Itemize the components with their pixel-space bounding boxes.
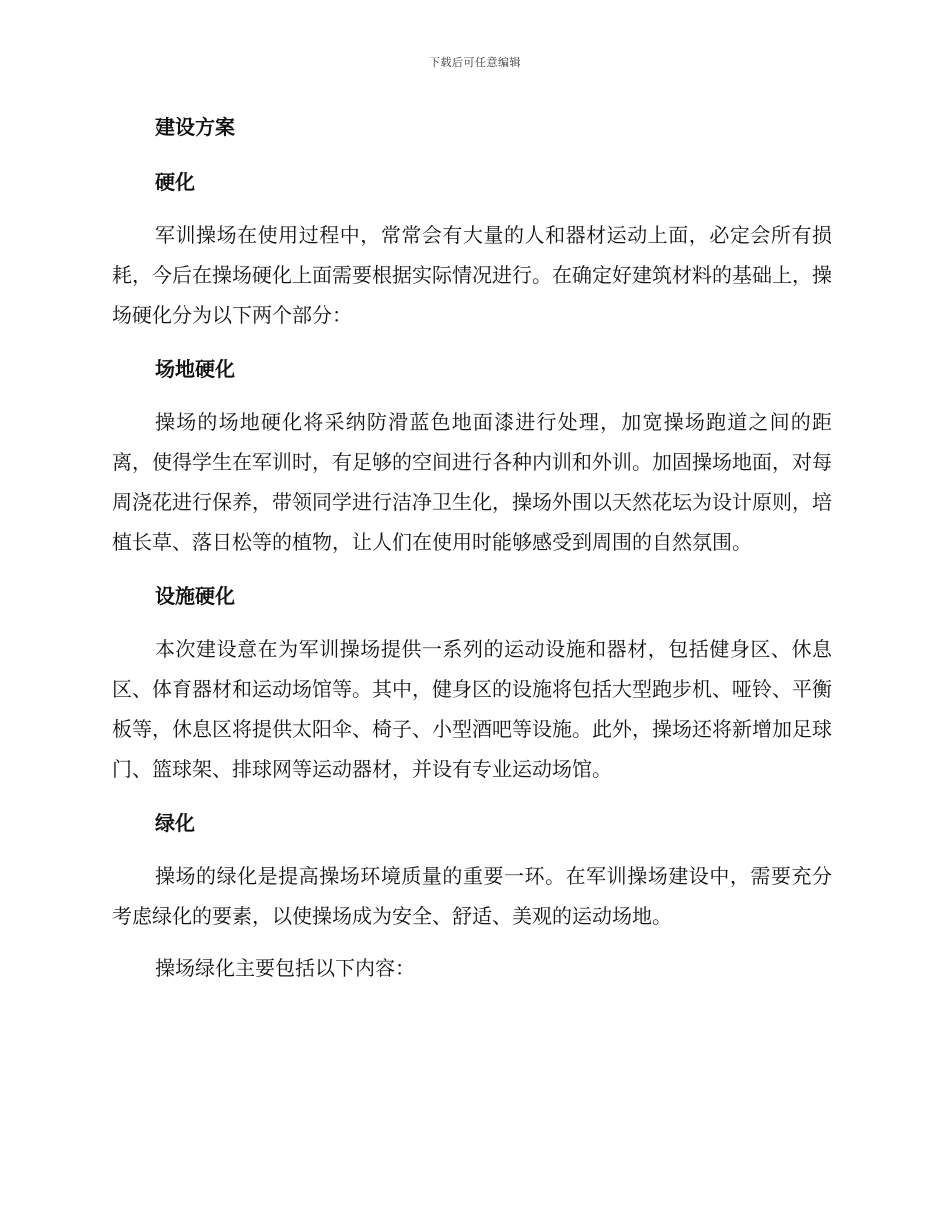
section-heading-facility-hardening: 设施硬化 [155, 584, 235, 608]
document-body [112, 108, 832, 988]
paragraph-greening: 操场的绿化是提高操场环境质量的重要一环。在军训操场建设中，需要充分考虑绿化的要素，以使操场成为安全、舒适、美观的运动场地。 [112, 864, 832, 928]
paragraph-greening-list-intro: 操场绿化主要包括以下内容： [155, 956, 415, 980]
section-heading-greening: 绿化 [155, 811, 195, 835]
paragraph-facility-hardening: 本次建设意在为军训操场提供一系列的运动设施和器材，包括健身区、休息区、体育器材和运动场馆等。其中，健身区的设施将包括大型跑步机、哑铃、平衡板等，休息区将提供太阳伞、椅子、小型酒吧等设施。此外，操场还将新增加足球门、篮球架、排球网等运动器材，并设有专业运动场馆。 [112, 637, 832, 781]
document-title: 建设方案 [155, 115, 235, 139]
paragraph-site-hardening: 操场的场地硬化将采纳防滑蓝色地面漆进行处理，加宽操场跑道之间的距离，使得学生在军训时，有足够的空间进行各种内训和外训。加固操场地面，对每周浇花进行保养，带领同学进行洁净卫生化，操场外围以天然花坛为设计原则，培植长草、落日松等的植物，让人们在使用时能够感受到周围的自然氛围。 [112, 410, 832, 554]
paragraph-hardening-intro: 军训操场在使用过程中，常常会有大量的人和器材运动上面，必定会所有损耗，今后在操场硬化上面需要根据实际情况进行。在确定好建筑材料的基础上，操场硬化分为以下两个部分： [112, 223, 832, 327]
section-heading-hardening: 硬化 [155, 170, 195, 194]
section-heading-site-hardening: 场地硬化 [155, 357, 235, 381]
header-note: 下载后可任意编辑 [429, 56, 521, 69]
